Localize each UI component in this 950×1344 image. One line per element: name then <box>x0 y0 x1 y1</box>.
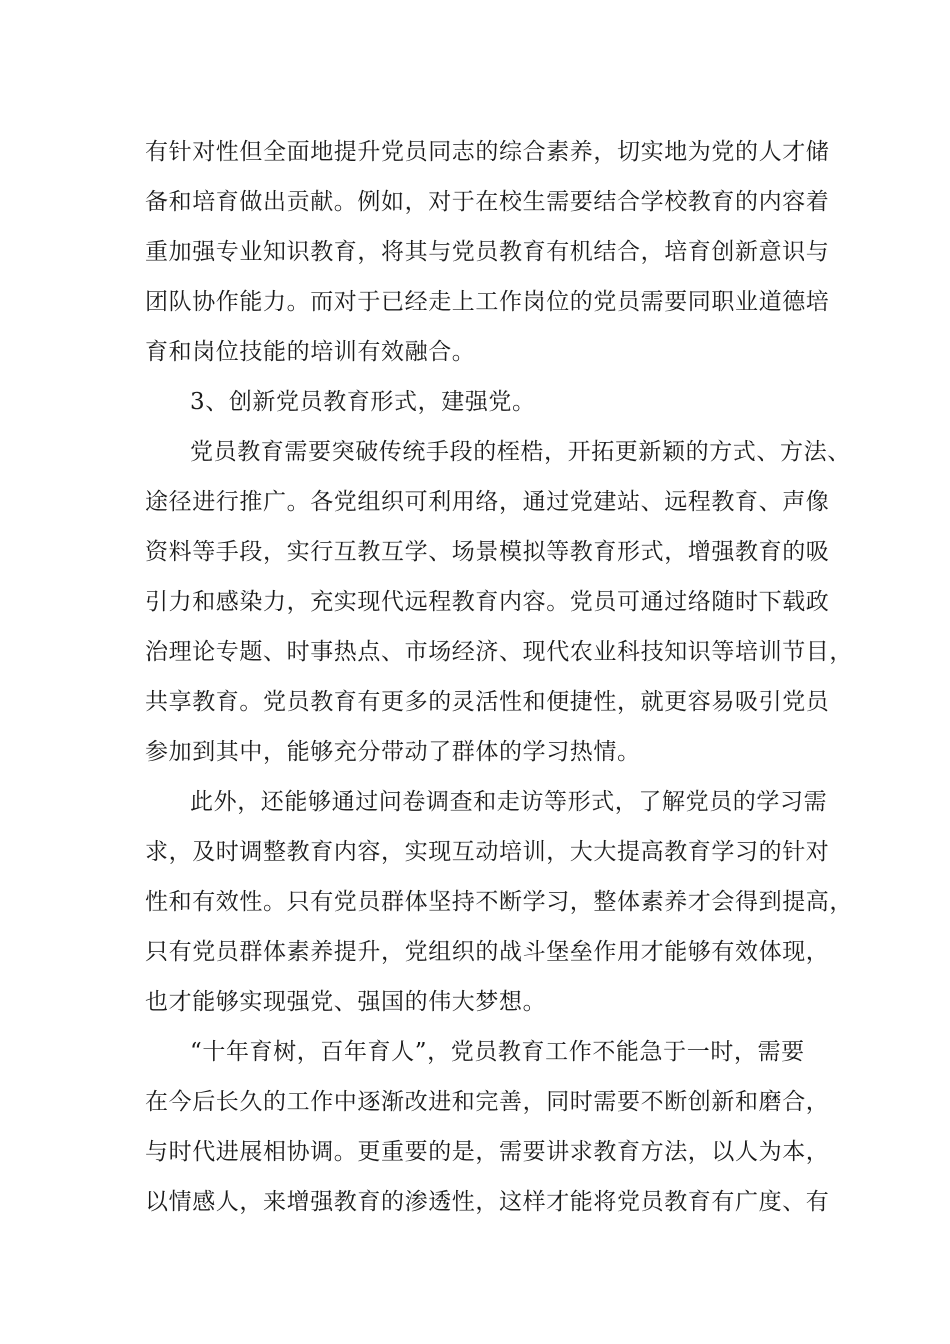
text-line: 重加强专业知识教育，将其与党员教育有机结合，培育创新意识与 <box>145 239 830 265</box>
section-heading: 3、创新党员教育形式，建强党。 <box>190 389 536 415</box>
text-line: 党员教育需要突破传统手段的桎梏，开拓更新颖的方式、方法、 <box>190 439 851 465</box>
text-line: 团队协作能力。而对于已经走上工作岗位的党员需要同职业道德培 <box>145 289 830 315</box>
text-line: 有针对性但全面地提升党员同志的综合素养，切实地为党的人才储 <box>145 139 830 165</box>
text-line: 资料等手段，实行互教互学、场景模拟等教育形式，增强教育的吸 <box>145 539 830 565</box>
text-line: 也才能够实现强党、强国的伟大梦想。 <box>145 989 547 1015</box>
text-line: 只有党员群体素养提升，党组织的战斗堡垒作用才能够有效体现， <box>145 939 830 965</box>
text-line: 备和培育做出贡献。例如，对于在校生需要结合学校教育的内容着 <box>145 189 830 215</box>
text-line: “十年育树，百年育人”，党员教育工作不能急于一时，需要 <box>190 1039 805 1065</box>
text-line: 此外，还能够通过问卷调查和走访等形式，了解党员的学习需 <box>190 789 828 815</box>
text-line: 性和有效性。只有党员群体坚持不断学习，整体素养才会得到提高， <box>145 889 853 915</box>
text-line: 参加到其中，能够充分带动了群体的学习热情。 <box>145 739 641 765</box>
text-line: 引力和感染力，充实现代远程教育内容。党员可通过络随时下载政 <box>145 589 830 615</box>
text-line: 求，及时调整教育内容，实现互动培训，大大提高教育学习的针对 <box>145 839 830 865</box>
text-line: 在今后长久的工作中逐渐改进和完善，同时需要不断创新和磨合， <box>145 1089 830 1115</box>
text-line: 以情感人，来增强教育的渗透性，这样才能将党员教育有广度、有 <box>145 1189 830 1215</box>
text-line: 育和岗位技能的培训有效融合。 <box>145 339 476 365</box>
text-line: 治理论专题、时事热点、市场经济、现代农业科技知识等培训节目， <box>145 639 853 665</box>
text-line: 途径进行推广。各党组织可利用络，通过党建站、远程教育、声像 <box>145 489 830 515</box>
text-line: 共享教育。党员教育有更多的灵活性和便捷性，就更容易吸引党员 <box>145 689 830 715</box>
text-line: 与时代进展相协调。更重要的是，需要讲求教育方法，以人为本， <box>145 1139 830 1165</box>
